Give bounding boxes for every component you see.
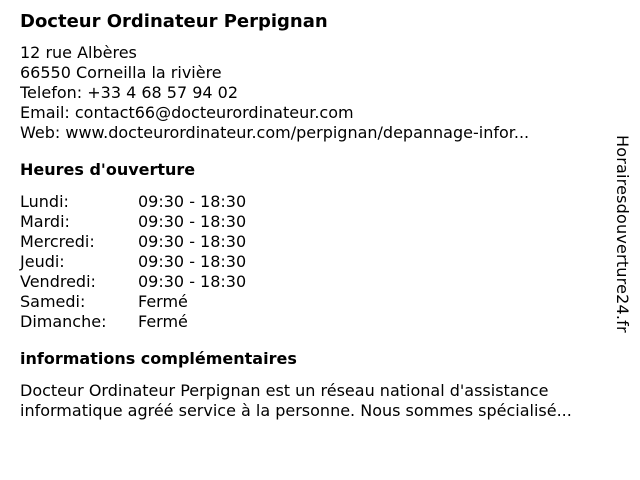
web-line: Web: www.docteurordinateur.com/perpignan/depannage-infor...	[20, 123, 530, 142]
hours-day: Lundi:	[20, 192, 69, 211]
hours-day: Mardi:	[20, 212, 70, 231]
hours-time: Fermé	[138, 292, 188, 311]
description-line-2: informatique agréé service à la personne. Nous sommes spécialisé...	[20, 401, 572, 420]
hours-day: Samedi:	[20, 292, 86, 311]
address-line-1: 12 rue Albères	[20, 43, 137, 62]
phone-line: Telefon: +33 4 68 57 94 02	[20, 83, 239, 102]
hours-row-saturday	[20, 292, 610, 312]
address-line-2: 66550 Corneilla la rivière	[20, 63, 222, 82]
hours-row-thursday	[20, 252, 610, 272]
hours-row-monday	[20, 192, 610, 212]
hours-time: 09:30 - 18:30	[138, 192, 247, 211]
opening-hours-heading: Heures d'ouverture	[20, 160, 196, 179]
hours-row-friday	[20, 272, 610, 292]
hours-row-wednesday	[20, 232, 610, 252]
opening-hours-table	[20, 192, 610, 332]
hours-time: 09:30 - 18:30	[138, 232, 247, 251]
hours-day: Mercredi:	[20, 232, 95, 251]
additional-info-text	[20, 381, 610, 421]
email-line: Email: contact66@docteurordinateur.com	[20, 103, 354, 122]
hours-row-sunday	[20, 312, 610, 332]
hours-row-tuesday	[20, 212, 610, 232]
additional-info-heading: informations complémentaires	[20, 349, 297, 368]
business-name: Docteur Ordinateur Perpignan	[20, 11, 328, 32]
description-line-1: Docteur Ordinateur Perpignan est un réseau national d'assistance	[20, 381, 549, 400]
hours-day: Dimanche:	[20, 312, 107, 331]
hours-time: 09:30 - 18:30	[138, 252, 247, 271]
hours-time: 09:30 - 18:30	[138, 272, 247, 291]
hours-time: Fermé	[138, 312, 188, 331]
business-card	[20, 10, 610, 421]
hours-day: Jeudi:	[20, 252, 65, 271]
contact-block	[20, 43, 610, 143]
brand-watermark: Horairesdouverture24.fr	[613, 135, 632, 333]
hours-time: 09:30 - 18:30	[138, 212, 247, 231]
hours-day: Vendredi:	[20, 272, 96, 291]
